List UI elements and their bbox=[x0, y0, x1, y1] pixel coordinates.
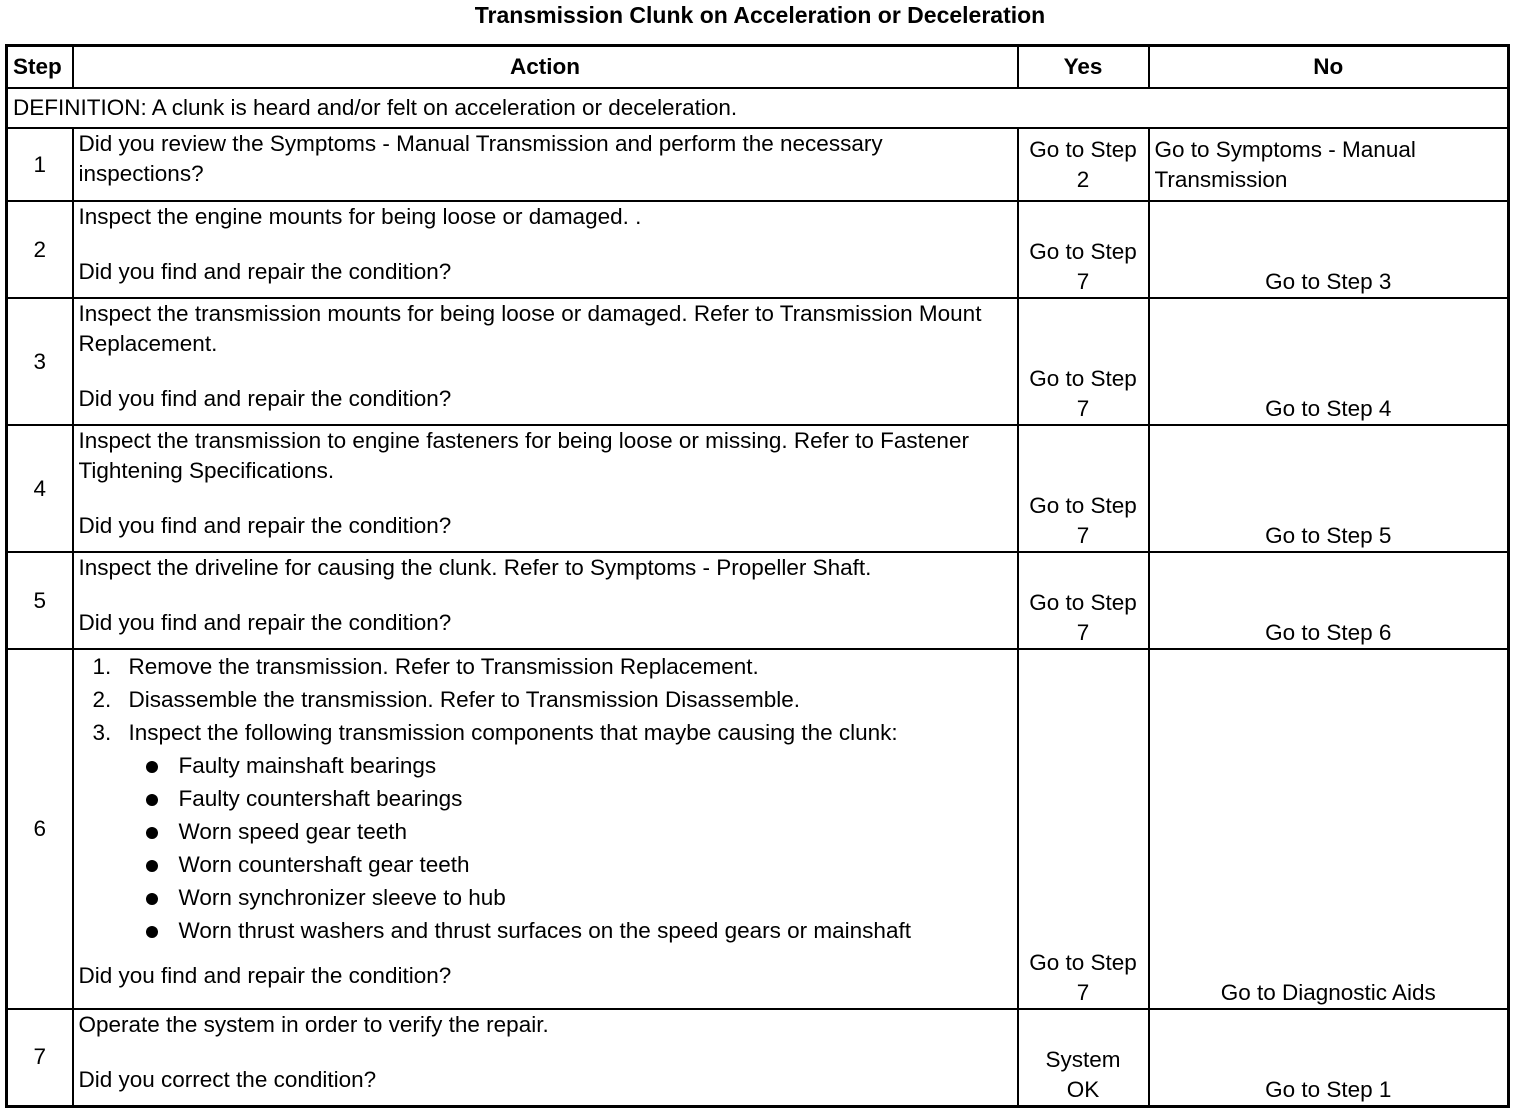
list-number: 3. bbox=[92, 720, 112, 745]
yes-line: Go to Step bbox=[1029, 137, 1137, 162]
header-row bbox=[7, 46, 1509, 89]
yes-line: 7 bbox=[1076, 980, 1090, 1005]
page-title: Transmission Clunk on Acceleration or Deceleration bbox=[474, 2, 1046, 28]
question-text: Did you find and repair the condition? bbox=[78, 963, 452, 988]
table-row bbox=[7, 298, 1509, 425]
numbered-list bbox=[79, 650, 1012, 947]
question-text: Did you find and repair the condition? bbox=[78, 513, 452, 538]
step-number: 3 bbox=[7, 298, 73, 425]
step-number: 2 bbox=[7, 201, 73, 298]
step-number: 1 bbox=[7, 128, 73, 201]
list-item bbox=[79, 650, 1012, 683]
action-text: Inspect the transmission mounts for being loose or damaged. Refer to Transmission Mount Replacement. bbox=[78, 301, 982, 356]
table-row bbox=[7, 1009, 1509, 1106]
yes-line: 7 bbox=[1076, 396, 1090, 421]
list-text: Faulty countershaft bearings bbox=[178, 786, 463, 811]
diagnostic-table bbox=[5, 44, 1510, 1108]
list-text: Disassemble the transmission. Refer to Transmission Disassemble. bbox=[128, 687, 800, 712]
action-cell bbox=[73, 298, 1018, 425]
list-item bbox=[129, 914, 1012, 947]
question-text: Did you find and repair the condition? bbox=[78, 259, 452, 284]
list-text: Remove the transmission. Refer to Transmission Replacement. bbox=[128, 654, 759, 679]
no-cell: Go to Step 6 bbox=[1149, 552, 1509, 649]
question-text: Did you find and repair the condition? bbox=[78, 386, 452, 411]
question-text: Did you correct the condition? bbox=[78, 1067, 377, 1092]
yes-line: Go to Step bbox=[1029, 366, 1137, 391]
action-cell bbox=[73, 552, 1018, 649]
yes-cell bbox=[1018, 201, 1149, 298]
bullet-icon bbox=[146, 893, 158, 905]
table-row bbox=[7, 552, 1509, 649]
definition-text: DEFINITION: A clunk is heard and/or felt on acceleration or deceleration. bbox=[7, 88, 1509, 128]
yes-cell bbox=[1018, 552, 1149, 649]
action-cell bbox=[73, 425, 1018, 552]
bullet-icon bbox=[146, 827, 158, 839]
header-yes: Yes bbox=[1018, 46, 1149, 89]
action-text: Did you review the Symptoms - Manual Transmission and perform the necessary inspections? bbox=[78, 131, 883, 186]
no-cell: Go to Diagnostic Aids bbox=[1149, 649, 1509, 1009]
action-text: Inspect the transmission to engine fasteners for being loose or missing. Refer to Fastener Tightening Specifications. bbox=[78, 428, 969, 483]
yes-cell bbox=[1018, 649, 1149, 1009]
action-text: Inspect the engine mounts for being loose or damaged. . bbox=[78, 204, 642, 229]
table-row bbox=[7, 128, 1509, 201]
action-cell bbox=[73, 649, 1018, 1009]
step-number: 4 bbox=[7, 425, 73, 552]
yes-cell bbox=[1018, 1009, 1149, 1106]
yes-line: 7 bbox=[1076, 620, 1090, 645]
list-number: 1. bbox=[92, 654, 112, 679]
step-number: 7 bbox=[7, 1009, 73, 1106]
table-row bbox=[7, 425, 1509, 552]
list-text: Inspect the following transmission components that maybe causing the clunk: bbox=[128, 720, 898, 745]
list-text: Faulty mainshaft bearings bbox=[178, 753, 437, 778]
list-text: Worn synchronizer sleeve to hub bbox=[178, 885, 506, 910]
list-item bbox=[129, 881, 1012, 914]
header-step: Step bbox=[7, 46, 73, 89]
list-text: Worn speed gear teeth bbox=[178, 819, 407, 844]
action-cell bbox=[73, 201, 1018, 298]
yes-line: 7 bbox=[1076, 523, 1090, 548]
no-cell: Go to Step 3 bbox=[1149, 201, 1509, 298]
yes-line: 2 bbox=[1076, 167, 1090, 192]
yes-line: Go to Step bbox=[1029, 950, 1137, 975]
list-item bbox=[129, 848, 1012, 881]
action-text: Inspect the driveline for causing the clunk. Refer to Symptoms - Propeller Shaft. bbox=[78, 555, 872, 580]
yes-cell bbox=[1018, 298, 1149, 425]
no-cell: Go to Step 4 bbox=[1149, 298, 1509, 425]
list-text: Worn thrust washers and thrust surfaces on the speed gears or mainshaft bbox=[178, 918, 911, 943]
yes-line: System bbox=[1045, 1046, 1121, 1072]
list-item bbox=[79, 716, 1012, 947]
bullet-icon bbox=[146, 860, 158, 872]
list-item bbox=[79, 683, 1012, 716]
list-item bbox=[129, 815, 1012, 848]
yes-line: OK bbox=[1066, 1076, 1100, 1102]
no-cell: Go to Step 5 bbox=[1149, 425, 1509, 552]
no-cell: Go to Symptoms - Manual Transmission bbox=[1149, 128, 1509, 201]
header-action: Action bbox=[73, 46, 1018, 89]
list-number: 2. bbox=[92, 687, 112, 712]
action-cell bbox=[73, 128, 1018, 201]
action-text: Operate the system in order to verify the repair. bbox=[78, 1012, 549, 1037]
bullet-list bbox=[129, 749, 1012, 947]
question-text: Did you find and repair the condition? bbox=[78, 610, 452, 635]
yes-line: Go to Step bbox=[1029, 590, 1137, 615]
yes-line: 7 bbox=[1076, 269, 1090, 294]
no-cell: Go to Step 1 bbox=[1149, 1009, 1509, 1106]
header-no: No bbox=[1149, 46, 1509, 89]
yes-line: Go to Step bbox=[1029, 239, 1137, 264]
bullet-icon bbox=[146, 926, 158, 938]
step-number: 6 bbox=[7, 649, 73, 1009]
list-item bbox=[129, 749, 1012, 782]
step-number: 5 bbox=[7, 552, 73, 649]
action-cell bbox=[73, 1009, 1018, 1106]
definition-row bbox=[7, 88, 1509, 128]
yes-line: Go to Step bbox=[1029, 493, 1137, 518]
yes-cell bbox=[1018, 128, 1149, 201]
list-item bbox=[129, 782, 1012, 815]
list-text: Worn countershaft gear teeth bbox=[178, 852, 470, 877]
bullet-icon bbox=[146, 761, 158, 773]
table-row bbox=[7, 649, 1509, 1009]
table-row bbox=[7, 201, 1509, 298]
bullet-icon bbox=[146, 794, 158, 806]
yes-cell bbox=[1018, 425, 1149, 552]
